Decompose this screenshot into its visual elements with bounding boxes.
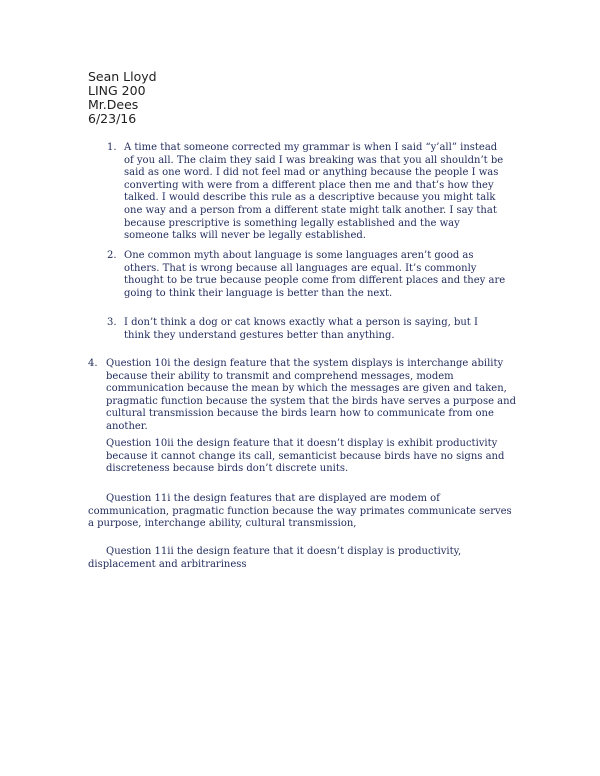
paragraph-10ii — [88, 438, 518, 476]
paragraph-11i — [88, 493, 518, 531]
list-item-text: A time that someone corrected my grammar is when I said “y’all” instead of you all. The claim they said I was breaking was that you all shouldn’t be said as one word. I did not feel mad or anything because the people I was converting with were from a different place then me and that’s how they talked. I would describe this rule as a descriptive because you might talk one way and a person from a different state might talk another. I say that because prescriptive is something legally established and the way someone talks will never be legally established. — [124, 142, 504, 242]
instructor-name: Mr.Dees — [88, 97, 139, 112]
author-name: Sean Lloyd — [88, 69, 157, 84]
document-header — [88, 70, 157, 126]
list-number: 3. — [107, 317, 117, 328]
document-date: 6/23/16 — [88, 111, 137, 126]
paragraph-text: Question 10ii the design feature that it doesn’t display is exhibit productivity because it cannot change its call, semanticist because birds have no signs and discreteness because birds don’t discrete units. — [106, 438, 505, 475]
list-number: 1. — [107, 142, 117, 153]
paragraph-11ii — [88, 546, 518, 571]
list-number: 2. — [107, 250, 117, 261]
list-item-4 — [88, 358, 518, 434]
list-number: 4. — [88, 358, 98, 369]
paragraph-text: Question 11i the design features that are displayed are modem of communication, pragmatic function because the way primates communicate serves a purpose, interchange ability, cultural transmission, — [88, 493, 512, 530]
list-item-text: One common myth about language is some languages aren’t good as others. That is wrong because all languages are equal. It’s commonly thought to be true because people come from different places and they are going to think their language is better than the next. — [124, 250, 506, 299]
paragraph-text: Question 11ii the design feature that it doesn’t display is productivity, displacement and arbitrariness — [88, 546, 462, 570]
list-item-text: I don’t think a dog or cat knows exactly what a person is saying, but I think they understand gestures better than anything. — [124, 317, 478, 341]
list-item-2 — [107, 250, 507, 300]
course-code: LING 200 — [88, 83, 146, 98]
list-item-text: Question 10i the design feature that the system displays is interchange ability because their ability to transmit and comprehend messages, modem communication because the mean by which the messages are given and taken, pragmatic function because the system that the birds have serves a purpose and cultural transmission because the birds learn how to communicate from one another. — [106, 358, 516, 432]
list-item-3 — [107, 317, 507, 342]
list-item-1 — [107, 142, 507, 243]
